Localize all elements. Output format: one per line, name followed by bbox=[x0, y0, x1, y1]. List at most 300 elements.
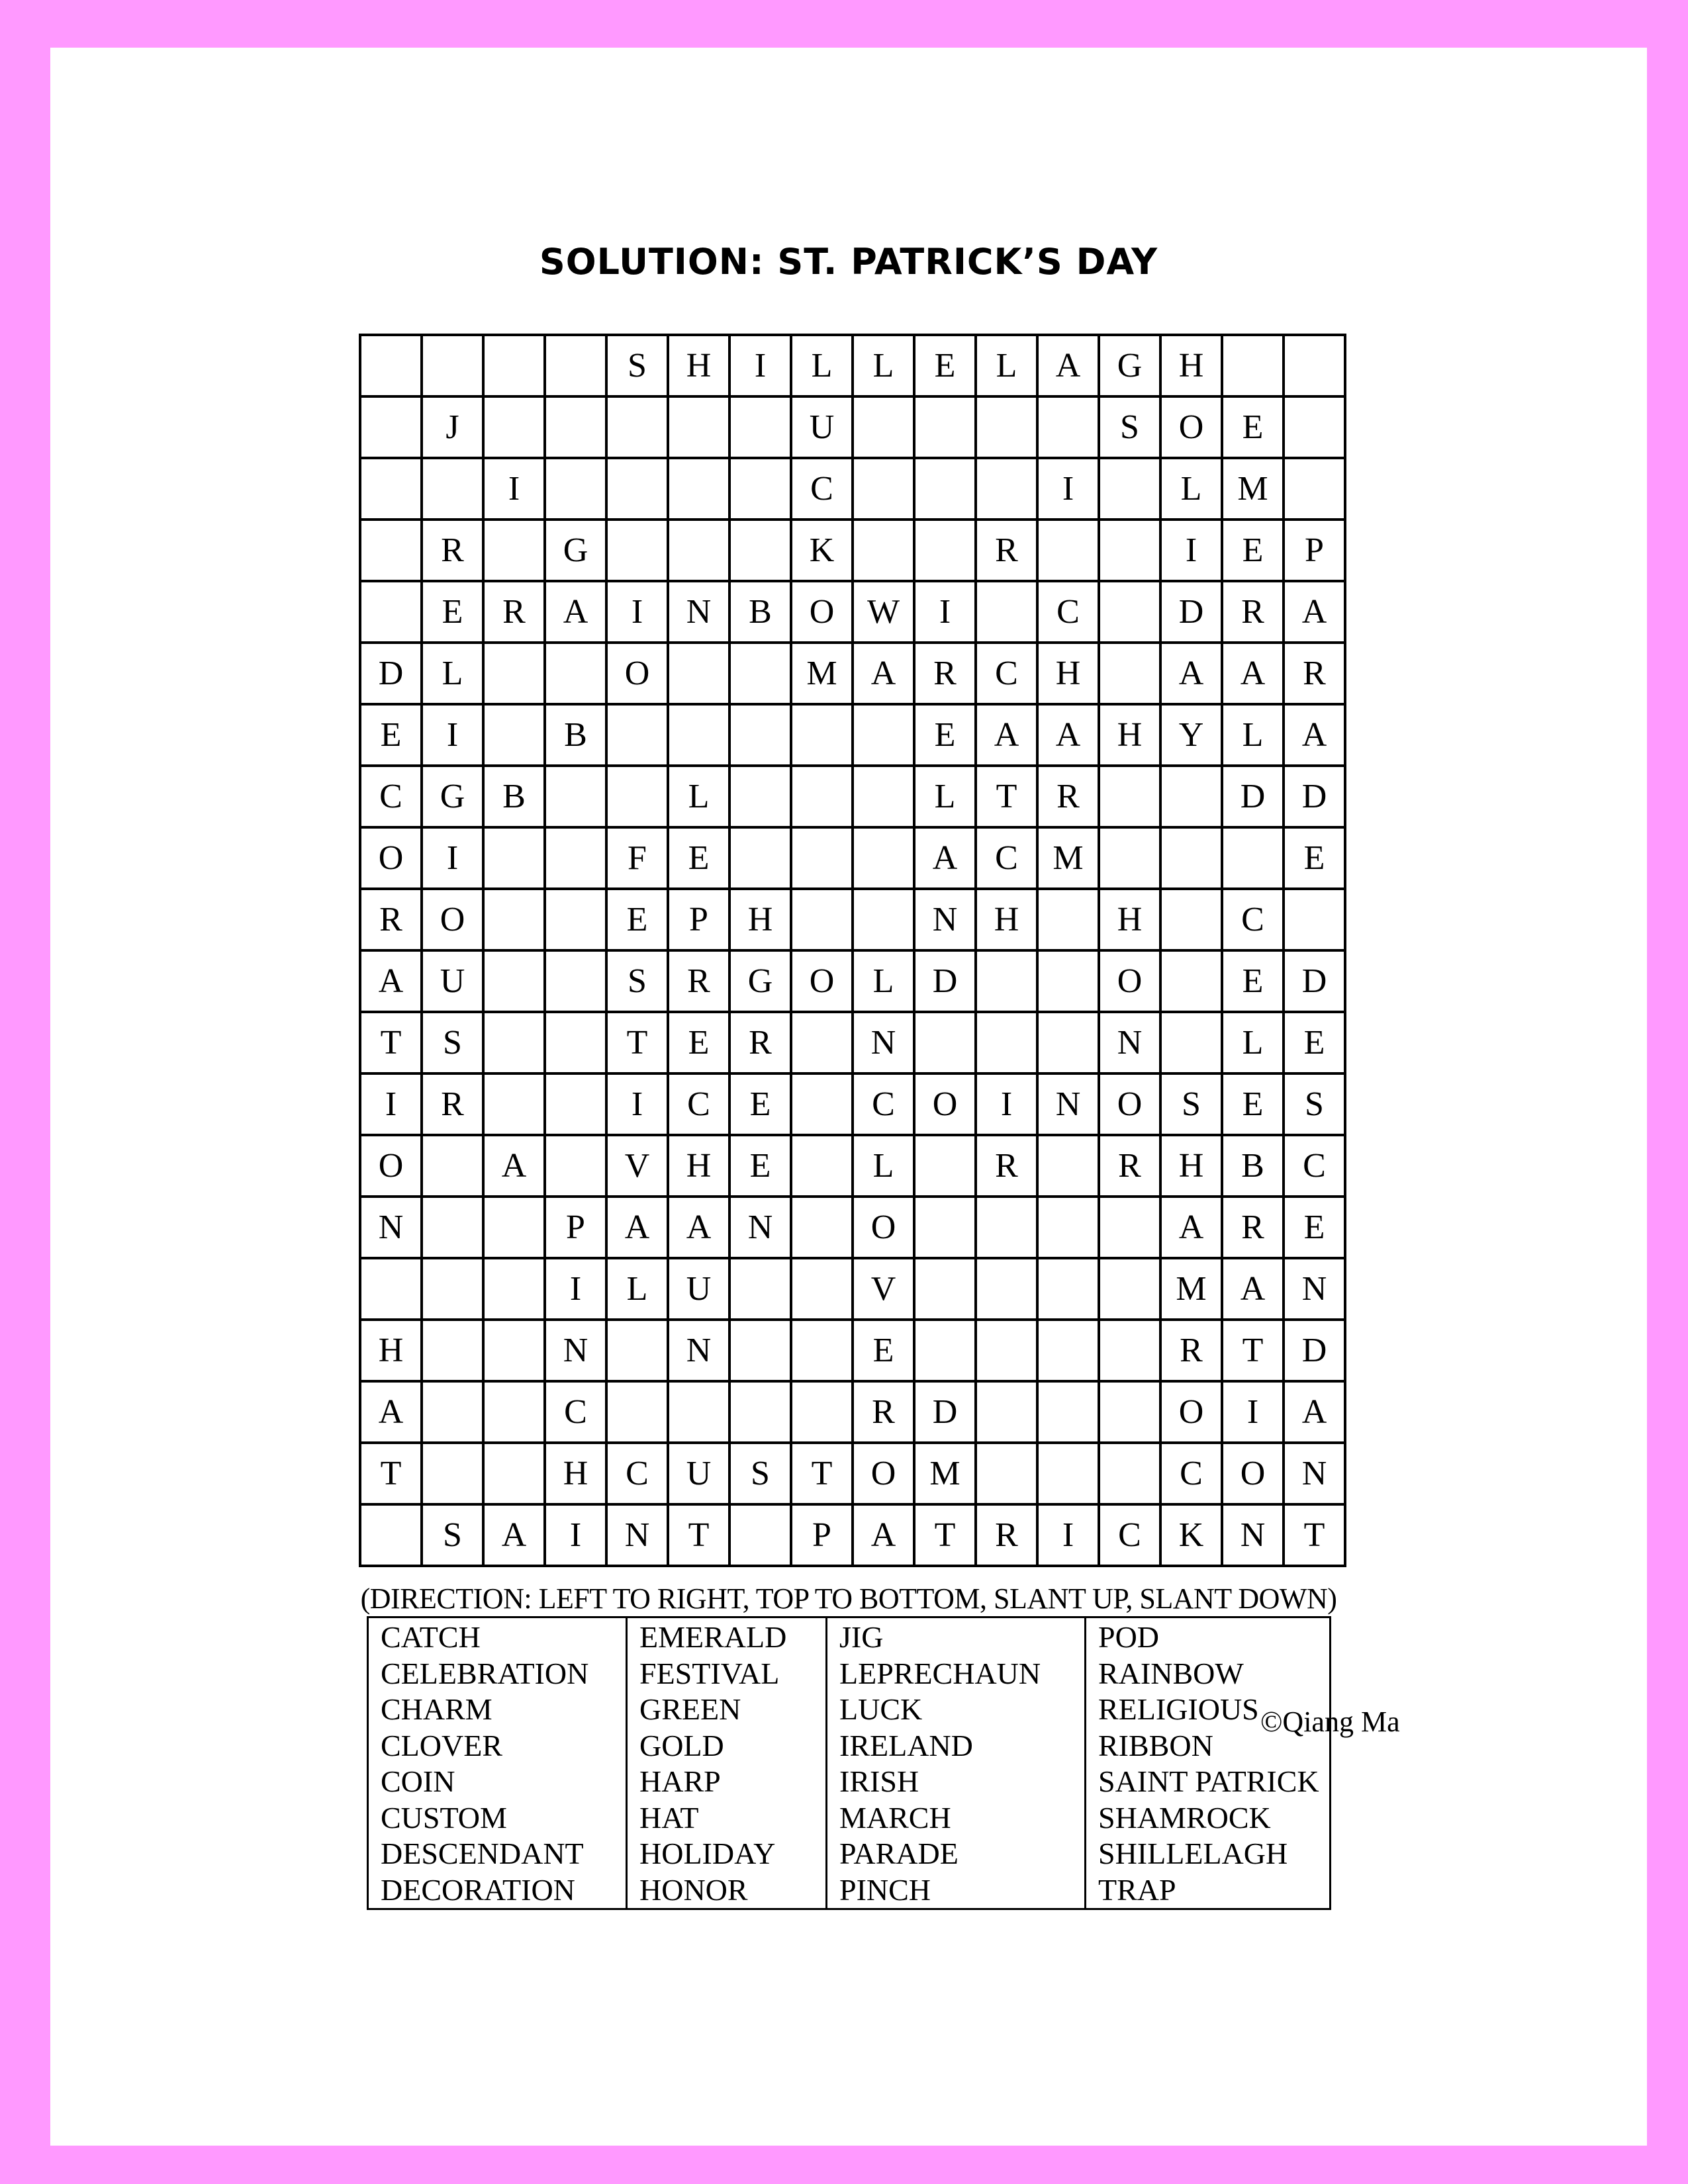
grid-cell: O bbox=[791, 950, 853, 1012]
grid-cell: D bbox=[1284, 1320, 1345, 1381]
grid-cell bbox=[853, 766, 914, 827]
grid-cell bbox=[1037, 1320, 1099, 1381]
grid-cell: I bbox=[976, 1073, 1037, 1135]
grid-cell bbox=[668, 643, 729, 704]
word-bank-word: CATCH bbox=[381, 1620, 481, 1654]
word-bank-word: PINCH bbox=[839, 1872, 931, 1907]
grid-cell bbox=[729, 458, 791, 520]
grid-cell: E bbox=[914, 335, 976, 396]
grid-cell bbox=[1099, 643, 1160, 704]
grid-cell bbox=[545, 950, 606, 1012]
grid-cell: V bbox=[606, 1135, 668, 1197]
grid-cell bbox=[1284, 396, 1345, 458]
grid-cell: C bbox=[791, 458, 853, 520]
grid-cell bbox=[729, 827, 791, 889]
grid-cell bbox=[729, 1320, 791, 1381]
word-bank-word: RIBBON bbox=[1098, 1728, 1213, 1762]
grid-cell: T bbox=[360, 1012, 422, 1073]
grid-cell bbox=[483, 704, 545, 766]
grid-cell bbox=[729, 704, 791, 766]
grid-cell: I bbox=[1037, 1504, 1099, 1566]
grid-cell bbox=[422, 1258, 483, 1320]
grid-cell: G bbox=[729, 950, 791, 1012]
grid-cell bbox=[791, 827, 853, 889]
grid-cell bbox=[1099, 581, 1160, 643]
word-bank-word: COIN bbox=[381, 1764, 455, 1798]
grid-cell bbox=[545, 766, 606, 827]
grid-cell: L bbox=[853, 1135, 914, 1197]
grid-cell: L bbox=[1222, 1012, 1284, 1073]
grid-cell bbox=[606, 704, 668, 766]
grid-cell: R bbox=[914, 643, 976, 704]
grid-cell: L bbox=[914, 766, 976, 827]
grid-cell bbox=[976, 396, 1037, 458]
grid-cell bbox=[1037, 520, 1099, 581]
grid-cell: S bbox=[606, 950, 668, 1012]
grid-cell bbox=[422, 1135, 483, 1197]
grid-cell bbox=[1099, 1381, 1160, 1443]
grid-cell: E bbox=[914, 704, 976, 766]
grid-cell: N bbox=[360, 1197, 422, 1258]
grid-cell: A bbox=[1222, 1258, 1284, 1320]
grid-cell: R bbox=[1284, 643, 1345, 704]
grid-cell bbox=[1160, 1012, 1222, 1073]
grid-cell: S bbox=[422, 1012, 483, 1073]
grid-cell: E bbox=[853, 1320, 914, 1381]
grid-cell: A bbox=[1222, 643, 1284, 704]
grid-cell: F bbox=[606, 827, 668, 889]
grid-cell bbox=[483, 827, 545, 889]
grid-row bbox=[360, 1135, 1345, 1197]
grid-row bbox=[360, 766, 1345, 827]
grid-cell bbox=[483, 1443, 545, 1504]
grid-cell: O bbox=[853, 1443, 914, 1504]
grid-cell: G bbox=[422, 766, 483, 827]
grid-cell bbox=[791, 1073, 853, 1135]
grid-cell bbox=[545, 1012, 606, 1073]
grid-cell: N bbox=[1037, 1073, 1099, 1135]
word-bank-word: DECORATION bbox=[381, 1872, 575, 1907]
word-bank-word: PARADE bbox=[839, 1837, 959, 1870]
grid-cell bbox=[668, 520, 729, 581]
grid-cell bbox=[853, 458, 914, 520]
grid-cell bbox=[668, 458, 729, 520]
grid-cell bbox=[1160, 950, 1222, 1012]
grid-cell bbox=[1037, 1197, 1099, 1258]
grid-cell: I bbox=[606, 581, 668, 643]
grid-cell: C bbox=[668, 1073, 729, 1135]
word-bank-word: JIG bbox=[839, 1620, 884, 1654]
grid-cell: P bbox=[545, 1197, 606, 1258]
grid-cell bbox=[483, 1381, 545, 1443]
grid-row bbox=[360, 889, 1345, 950]
grid-cell: E bbox=[1222, 1073, 1284, 1135]
grid-cell: A bbox=[606, 1197, 668, 1258]
grid-cell bbox=[791, 889, 853, 950]
grid-cell bbox=[606, 1381, 668, 1443]
grid-row bbox=[360, 520, 1345, 581]
grid-cell: R bbox=[422, 520, 483, 581]
worksheet-page bbox=[50, 48, 1647, 2146]
grid-cell: I bbox=[422, 704, 483, 766]
grid-cell: I bbox=[914, 581, 976, 643]
grid-row bbox=[360, 704, 1345, 766]
grid-row bbox=[360, 1381, 1345, 1443]
grid-cell: A bbox=[668, 1197, 729, 1258]
grid-cell bbox=[914, 520, 976, 581]
grid-cell: T bbox=[360, 1443, 422, 1504]
grid-cell: H bbox=[668, 1135, 729, 1197]
grid-cell bbox=[360, 458, 422, 520]
word-bank bbox=[367, 1616, 1331, 1910]
grid-cell: L bbox=[422, 643, 483, 704]
grid-cell bbox=[914, 458, 976, 520]
word-bank-word: SHAMROCK bbox=[1098, 1800, 1271, 1835]
grid-cell: N bbox=[1099, 1012, 1160, 1073]
grid-cell: B bbox=[729, 581, 791, 643]
grid-row bbox=[360, 1320, 1345, 1381]
grid-cell: N bbox=[729, 1197, 791, 1258]
grid-cell bbox=[1099, 766, 1160, 827]
grid-cell bbox=[914, 1258, 976, 1320]
grid-cell: R bbox=[976, 1135, 1037, 1197]
grid-cell: H bbox=[545, 1443, 606, 1504]
grid-cell bbox=[545, 1073, 606, 1135]
grid-cell: R bbox=[422, 1073, 483, 1135]
grid-cell: T bbox=[791, 1443, 853, 1504]
grid-cell: C bbox=[976, 643, 1037, 704]
grid-cell: D bbox=[914, 1381, 976, 1443]
grid-cell: O bbox=[1160, 1381, 1222, 1443]
grid-cell: R bbox=[976, 520, 1037, 581]
grid-cell: C bbox=[545, 1381, 606, 1443]
grid-cell: U bbox=[422, 950, 483, 1012]
grid-cell: G bbox=[545, 520, 606, 581]
grid-cell: E bbox=[668, 1012, 729, 1073]
grid-row bbox=[360, 1012, 1345, 1073]
grid-cell: I bbox=[1037, 458, 1099, 520]
grid-cell: C bbox=[606, 1443, 668, 1504]
grid-cell bbox=[483, 1258, 545, 1320]
grid-cell: H bbox=[729, 889, 791, 950]
grid-cell bbox=[791, 1258, 853, 1320]
grid-cell: R bbox=[1222, 581, 1284, 643]
grid-cell: W bbox=[853, 581, 914, 643]
grid-cell bbox=[1160, 766, 1222, 827]
grid-cell: U bbox=[791, 396, 853, 458]
grid-cell: I bbox=[422, 827, 483, 889]
grid-cell bbox=[853, 704, 914, 766]
grid-cell bbox=[483, 520, 545, 581]
grid-cell: A bbox=[483, 1504, 545, 1566]
grid-cell bbox=[976, 1381, 1037, 1443]
grid-cell bbox=[729, 1258, 791, 1320]
grid-cell: I bbox=[1160, 520, 1222, 581]
grid-cell: R bbox=[1222, 1197, 1284, 1258]
grid-cell bbox=[914, 1135, 976, 1197]
grid-cell bbox=[1284, 458, 1345, 520]
grid-cell: R bbox=[483, 581, 545, 643]
grid-row bbox=[360, 1197, 1345, 1258]
grid-cell bbox=[976, 950, 1037, 1012]
grid-cell: I bbox=[483, 458, 545, 520]
grid-row bbox=[360, 1504, 1345, 1566]
grid-cell: A bbox=[1037, 335, 1099, 396]
grid-cell: D bbox=[1222, 766, 1284, 827]
grid-cell: O bbox=[360, 1135, 422, 1197]
grid-cell bbox=[1037, 1012, 1099, 1073]
grid-cell bbox=[791, 1012, 853, 1073]
grid-cell bbox=[976, 458, 1037, 520]
grid-cell: N bbox=[545, 1320, 606, 1381]
grid-cell bbox=[914, 1012, 976, 1073]
grid-cell: H bbox=[1160, 335, 1222, 396]
grid-cell bbox=[729, 1381, 791, 1443]
grid-cell: T bbox=[976, 766, 1037, 827]
grid-cell: H bbox=[1099, 704, 1160, 766]
word-bank-word: EMERALD bbox=[639, 1620, 787, 1654]
grid-cell: S bbox=[606, 335, 668, 396]
grid-cell: A bbox=[914, 827, 976, 889]
grid-cell: L bbox=[853, 335, 914, 396]
grid-cell: E bbox=[668, 827, 729, 889]
directions-text: (DIRECTION: LEFT TO RIGHT, TOP TO BOTTOM, SLANT UP, SLANT DOWN) bbox=[360, 1582, 1337, 1615]
grid-cell: E bbox=[729, 1073, 791, 1135]
grid-cell bbox=[914, 1320, 976, 1381]
grid-cell: S bbox=[1099, 396, 1160, 458]
grid-cell bbox=[976, 1197, 1037, 1258]
grid-cell: R bbox=[1160, 1320, 1222, 1381]
grid-cell: A bbox=[1284, 1381, 1345, 1443]
grid-cell: R bbox=[853, 1381, 914, 1443]
grid-cell bbox=[1222, 335, 1284, 396]
grid-cell: C bbox=[1284, 1135, 1345, 1197]
grid-cell bbox=[606, 1320, 668, 1381]
grid-cell: O bbox=[1222, 1443, 1284, 1504]
grid-cell bbox=[976, 1258, 1037, 1320]
grid-cell bbox=[1037, 1381, 1099, 1443]
grid-cell: Y bbox=[1160, 704, 1222, 766]
grid-cell bbox=[483, 1320, 545, 1381]
grid-cell: D bbox=[1160, 581, 1222, 643]
grid-cell bbox=[360, 335, 422, 396]
grid-cell bbox=[545, 889, 606, 950]
word-bank-word: MARCH bbox=[839, 1800, 951, 1835]
grid-cell bbox=[422, 1443, 483, 1504]
grid-cell: B bbox=[483, 766, 545, 827]
word-bank-word: CLOVER bbox=[381, 1728, 502, 1762]
grid-cell: I bbox=[1222, 1381, 1284, 1443]
word-bank-word: HARP bbox=[639, 1764, 721, 1798]
grid-cell: U bbox=[668, 1443, 729, 1504]
grid-cell: D bbox=[914, 950, 976, 1012]
grid-cell: A bbox=[853, 1504, 914, 1566]
grid-cell: B bbox=[1222, 1135, 1284, 1197]
grid-cell: H bbox=[1037, 643, 1099, 704]
word-bank-word: GREEN bbox=[639, 1692, 741, 1726]
grid-cell: T bbox=[1284, 1504, 1345, 1566]
grid-cell bbox=[1099, 1197, 1160, 1258]
grid-row bbox=[360, 643, 1345, 704]
word-bank-word: GOLD bbox=[639, 1728, 724, 1762]
grid-cell bbox=[360, 581, 422, 643]
grid-cell: E bbox=[1284, 1012, 1345, 1073]
grid-cell bbox=[606, 520, 668, 581]
grid-cell bbox=[791, 1381, 853, 1443]
grid-cell: N bbox=[1284, 1443, 1345, 1504]
grid-cell bbox=[914, 396, 976, 458]
grid-cell bbox=[360, 1504, 422, 1566]
word-search-grid bbox=[359, 334, 1346, 1567]
grid-cell bbox=[545, 827, 606, 889]
grid-cell bbox=[483, 1073, 545, 1135]
word-bank-word: HOLIDAY bbox=[639, 1837, 776, 1870]
grid-cell: H bbox=[360, 1320, 422, 1381]
grid-cell: I bbox=[606, 1073, 668, 1135]
grid-cell bbox=[545, 643, 606, 704]
grid-cell: E bbox=[1222, 520, 1284, 581]
grid-cell bbox=[606, 766, 668, 827]
grid-cell: N bbox=[668, 1320, 729, 1381]
grid-cell: T bbox=[1222, 1320, 1284, 1381]
grid-row bbox=[360, 950, 1345, 1012]
grid-cell: M bbox=[1160, 1258, 1222, 1320]
grid-cell: A bbox=[1160, 643, 1222, 704]
grid-cell: V bbox=[853, 1258, 914, 1320]
grid-cell bbox=[853, 889, 914, 950]
grid-cell: O bbox=[791, 581, 853, 643]
word-bank-word: LEPRECHAUN bbox=[839, 1656, 1041, 1690]
grid-cell: H bbox=[668, 335, 729, 396]
grid-cell: C bbox=[1222, 889, 1284, 950]
grid-cell bbox=[545, 396, 606, 458]
grid-cell: N bbox=[914, 889, 976, 950]
word-bank-word: FESTIVAL bbox=[639, 1656, 780, 1690]
grid-cell: P bbox=[791, 1504, 853, 1566]
grid-cell: E bbox=[360, 704, 422, 766]
word-bank-word: CUSTOM bbox=[381, 1800, 507, 1835]
grid-cell: R bbox=[1037, 766, 1099, 827]
grid-cell bbox=[422, 458, 483, 520]
grid-cell: B bbox=[545, 704, 606, 766]
grid-cell bbox=[1284, 335, 1345, 396]
grid-cell: E bbox=[1284, 1197, 1345, 1258]
grid-cell bbox=[483, 335, 545, 396]
grid-cell: A bbox=[853, 643, 914, 704]
grid-cell: I bbox=[545, 1258, 606, 1320]
grid-cell: N bbox=[853, 1012, 914, 1073]
word-bank-word: CHARM bbox=[381, 1692, 492, 1726]
grid-cell: E bbox=[1284, 827, 1345, 889]
word-bank-word: SHILLELAGH bbox=[1098, 1837, 1288, 1870]
word-bank-word: DESCENDANT bbox=[381, 1837, 584, 1870]
grid-cell bbox=[545, 458, 606, 520]
grid-cell: L bbox=[1160, 458, 1222, 520]
word-bank-word: SAINT PATRICK bbox=[1098, 1764, 1319, 1798]
grid-row bbox=[360, 1073, 1345, 1135]
word-bank-column bbox=[627, 1617, 827, 1909]
grid-cell: H bbox=[976, 889, 1037, 950]
grid-cell bbox=[1099, 1320, 1160, 1381]
grid-cell bbox=[1160, 827, 1222, 889]
grid-cell: H bbox=[1160, 1135, 1222, 1197]
grid-cell: C bbox=[853, 1073, 914, 1135]
grid-cell bbox=[360, 520, 422, 581]
word-bank-column bbox=[827, 1617, 1086, 1909]
grid-cell: D bbox=[360, 643, 422, 704]
grid-cell: A bbox=[1284, 704, 1345, 766]
grid-cell: O bbox=[914, 1073, 976, 1135]
grid-cell: L bbox=[668, 766, 729, 827]
grid-cell: C bbox=[1099, 1504, 1160, 1566]
grid-cell bbox=[1099, 1443, 1160, 1504]
grid-row bbox=[360, 1443, 1345, 1504]
grid-cell: K bbox=[791, 520, 853, 581]
grid-cell bbox=[791, 704, 853, 766]
grid-row bbox=[360, 335, 1345, 396]
grid-cell: E bbox=[1222, 950, 1284, 1012]
grid-cell: I bbox=[545, 1504, 606, 1566]
grid-cell bbox=[668, 1381, 729, 1443]
word-bank-word: HONOR bbox=[639, 1872, 748, 1907]
grid-cell bbox=[422, 335, 483, 396]
grid-cell: N bbox=[1222, 1504, 1284, 1566]
grid-cell bbox=[483, 396, 545, 458]
grid-cell: E bbox=[422, 581, 483, 643]
grid-cell bbox=[483, 889, 545, 950]
grid-cell bbox=[606, 458, 668, 520]
grid-cell: C bbox=[1037, 581, 1099, 643]
grid-cell: S bbox=[1160, 1073, 1222, 1135]
word-bank-word: RAINBOW bbox=[1098, 1656, 1244, 1690]
grid-cell: J bbox=[422, 396, 483, 458]
grid-cell: M bbox=[1222, 458, 1284, 520]
grid-cell bbox=[1284, 889, 1345, 950]
grid-cell bbox=[1037, 1258, 1099, 1320]
grid-cell: M bbox=[1037, 827, 1099, 889]
grid-cell: M bbox=[914, 1443, 976, 1504]
grid-cell bbox=[483, 1197, 545, 1258]
grid-cell bbox=[791, 766, 853, 827]
grid-cell: K bbox=[1160, 1504, 1222, 1566]
grid-cell bbox=[791, 1197, 853, 1258]
grid-cell bbox=[360, 1258, 422, 1320]
grid-row bbox=[360, 581, 1345, 643]
word-bank-word: TRAP bbox=[1098, 1872, 1176, 1907]
grid-cell: R bbox=[976, 1504, 1037, 1566]
word-bank-column bbox=[368, 1617, 627, 1909]
grid-cell bbox=[422, 1197, 483, 1258]
grid-cell: C bbox=[1160, 1443, 1222, 1504]
grid-cell: M bbox=[791, 643, 853, 704]
grid-cell bbox=[976, 1012, 1037, 1073]
grid-cell: O bbox=[422, 889, 483, 950]
grid-cell: D bbox=[1284, 950, 1345, 1012]
grid-cell bbox=[1099, 458, 1160, 520]
grid-cell: S bbox=[1284, 1073, 1345, 1135]
grid-cell: P bbox=[668, 889, 729, 950]
grid-cell: E bbox=[606, 889, 668, 950]
grid-cell: T bbox=[606, 1012, 668, 1073]
grid-cell: N bbox=[1284, 1258, 1345, 1320]
grid-cell: O bbox=[606, 643, 668, 704]
grid-cell bbox=[853, 520, 914, 581]
grid-cell: A bbox=[360, 950, 422, 1012]
grid-cell: O bbox=[360, 827, 422, 889]
grid-cell bbox=[1037, 950, 1099, 1012]
grid-cell: L bbox=[976, 335, 1037, 396]
grid-cell bbox=[545, 335, 606, 396]
